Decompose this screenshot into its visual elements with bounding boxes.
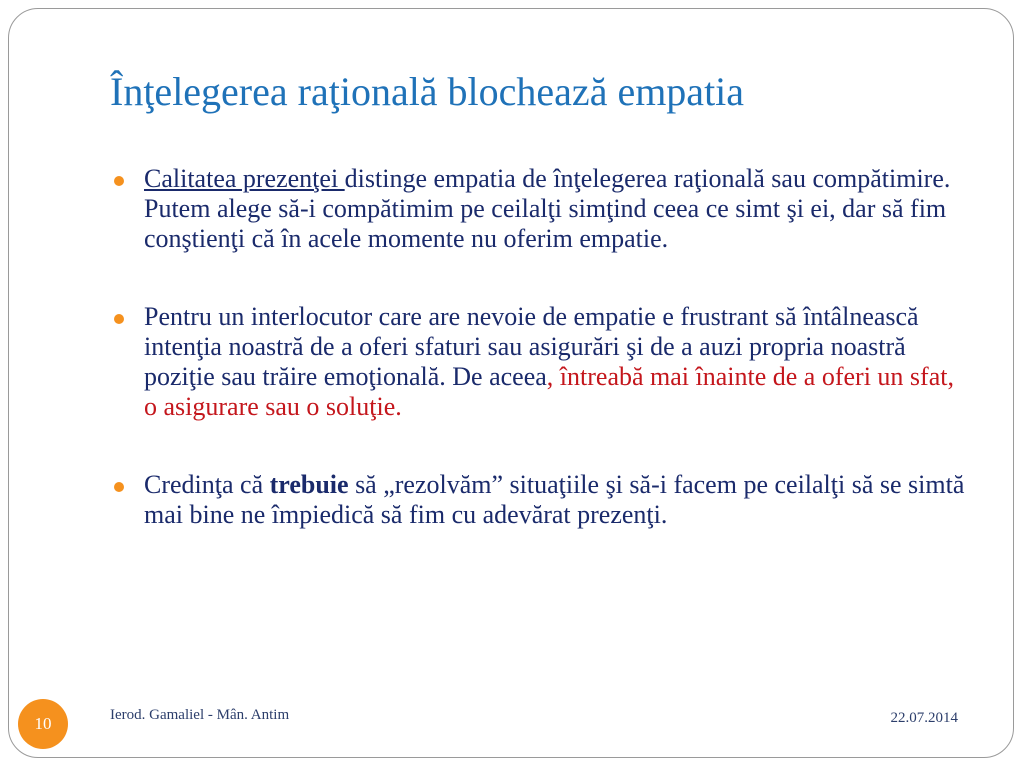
slide-number-badge (18, 699, 68, 749)
footer-date: 22.07.2014 (890, 710, 958, 726)
bullet-dot-icon (114, 314, 124, 324)
bullet-3-text-after: să „rezolvăm” situaţiile şi să-i facem pe ceilalţi să se simtă mai bine ne împiedică să fim cu adevărat prezenţi. (144, 470, 965, 529)
slide-title: Înţelegerea raţională blochează empatia (110, 69, 745, 114)
bullet-item-1 (112, 164, 972, 254)
bullet-dot-icon (114, 176, 124, 186)
bullet-2-text: Pentru un interlocutor care are nevoie de empatie e frustrant să întâlnească intenţia noastră de a oferi sfaturi sau asigurări şi de a auzi propria noastră poziţie sau trăire emoţională. De aceea (144, 302, 919, 391)
footer-author: Ierod. Gamaliel - Mân. Antim (110, 707, 290, 723)
bullet-item-2 (112, 302, 972, 422)
slide-number: 10 (34, 714, 52, 733)
bullet-1-text: distinge empatia de înţelegerea raţională sau compătimire. Putem alege să-i compătimim pe ceilalţi simţind ceea ce simt şi ei, dar să fim conştienţi că în acele momente nu oferim empatie. (144, 164, 951, 253)
bullet-1-underlined-text: Calitatea prezenţei (144, 164, 345, 193)
bullet-3-text-before: Credinţa că (144, 470, 270, 499)
bullet-item-3 (112, 470, 972, 530)
slide-content (112, 164, 972, 578)
bullet-2-highlight-text: , întreabă mai înainte de a oferi un sfat, o asigurare sau o soluţie. (144, 362, 954, 421)
bullet-3-bold-text: trebuie (269, 470, 349, 499)
bullet-dot-icon (114, 482, 124, 492)
